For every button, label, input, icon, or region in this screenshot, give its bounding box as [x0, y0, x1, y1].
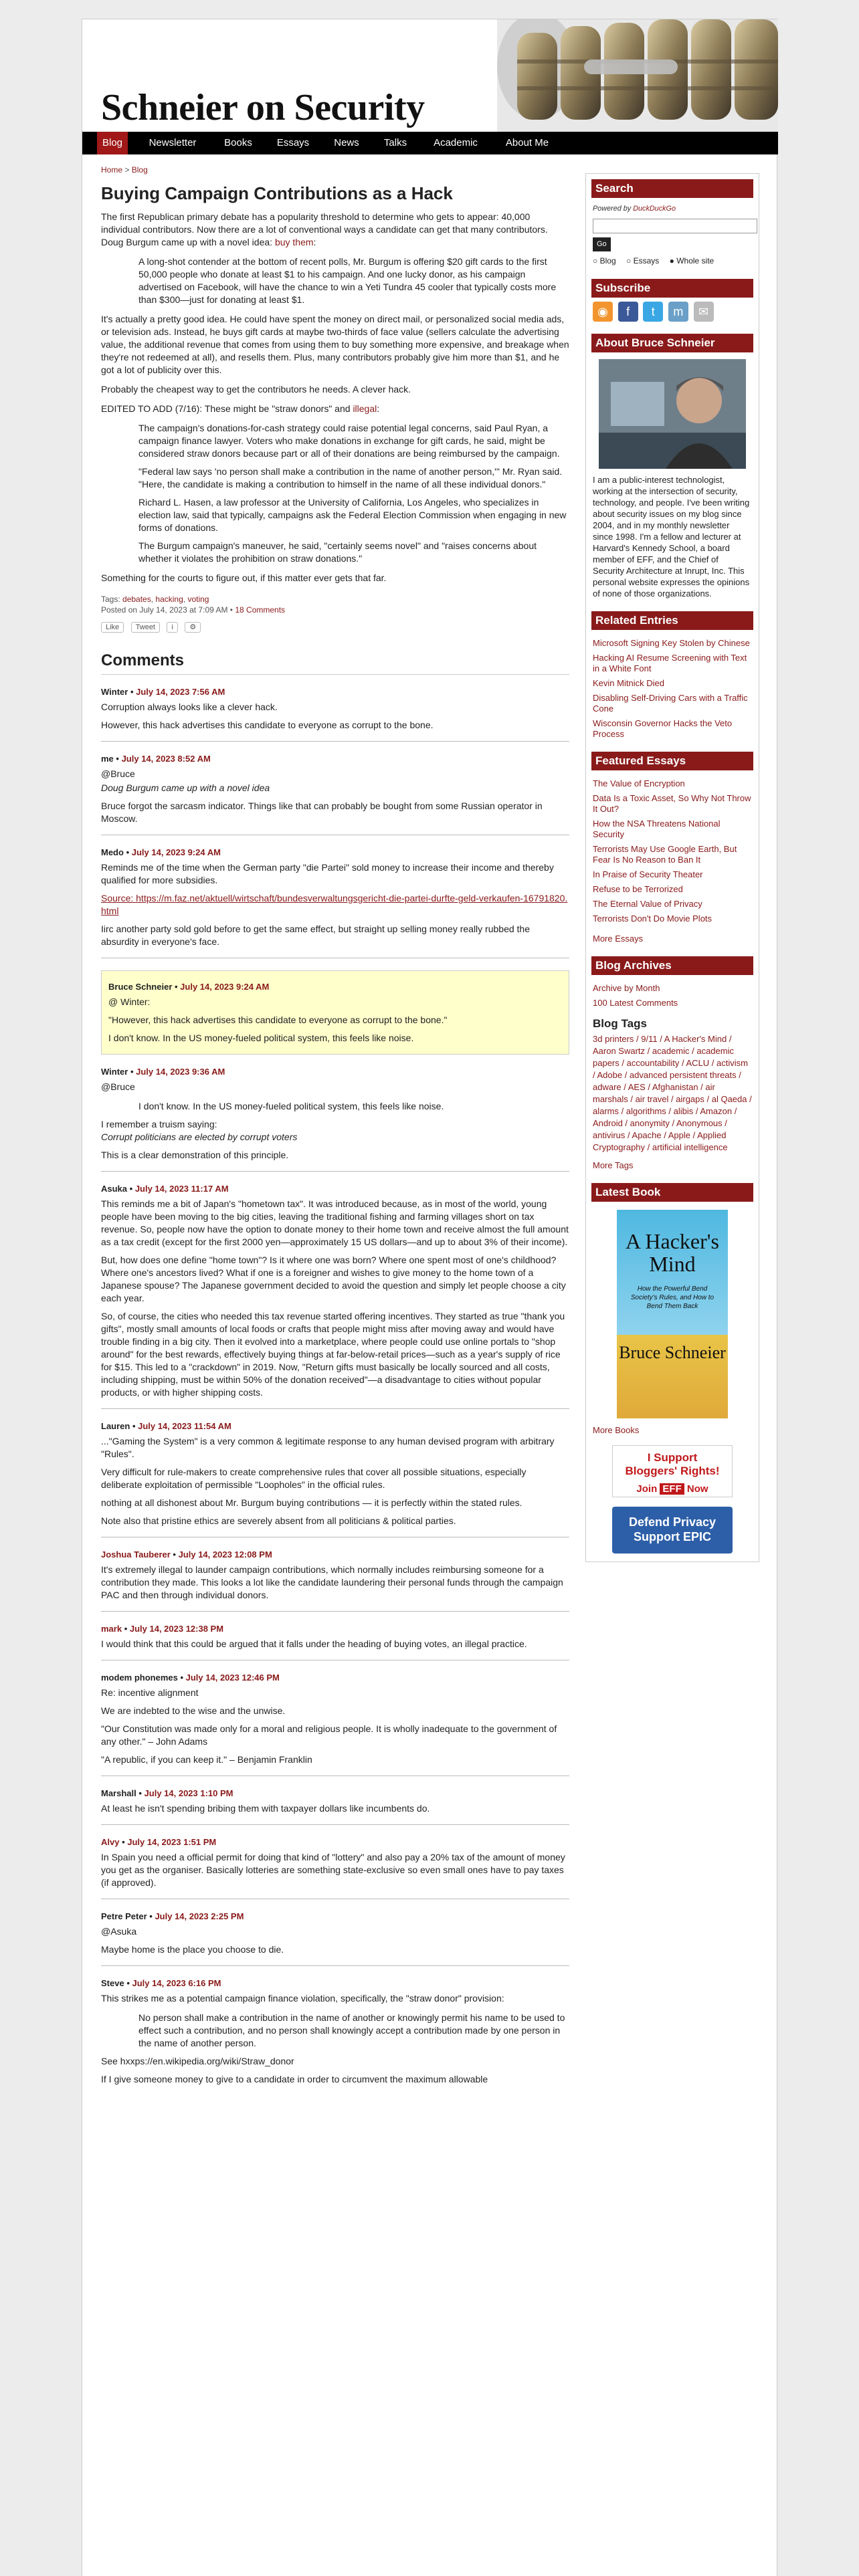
header-art-icon: [497, 19, 778, 132]
comment: Marshall • July 14, 2023 1:10 PM At least he isn't spending bribing them with taxpayer dollars like incumbents do.: [101, 1776, 569, 1825]
featured-link[interactable]: How the NSA Threatens National Security: [593, 819, 721, 839]
radio-essays[interactable]: ○ Essays: [626, 256, 660, 265]
comment: Alvy • July 14, 2023 1:51 PM In Spain you need a official permit for doing that kind of "lottery" and also pay a 20% tax of the amount of money you get as the organiser. Basically lotteries are something state-exclusive so even small ones have to pay taxes (if approved).: [101, 1825, 569, 1899]
post-quote: The campaign's donations-for-cash strategy could raise potential legal concerns, said Paul Ryan, a campaign finance lawyer. Voters who make donations in exchange for gift cards, he said, might be considered straw donors because part or all of their donations are being reimbursed by the campaign. "Federal law says 'no person shall make a contribution in the name of another person,'" Mr. Ryan said. "Here, the candidate is making a contribution to himself in the name of all these individual donors." Richard L. Hasen, a law professor at the University of California, Los Angeles, who specializes in election law, said that typically, campaigns ask the Federal Election Commission when engaging in new forms of donations. The Burgum campaign's maneuver, he said, "certainly seems novel" and "raises concerns about whether it violates the prohibition on straw donations.": [138, 423, 567, 564]
comment: me • July 14, 2023 8:52 AM @Bruce Doug Burgum came up with a novel idea Bruce forgot the sarcasm indicator. Things like that can probably be bought from some Russian operator in Moscow.: [101, 742, 569, 835]
comment-author-link[interactable]: mark: [101, 1624, 122, 1634]
comment-permalink[interactable]: July 14, 2023 6:16 PM: [132, 1978, 221, 1988]
archives-heading: Blog Archives: [591, 956, 753, 975]
comment: modem phonemes • July 14, 2023 12:46 PM Re: incentive alignment We are indebted to the wise and the unwise. "Our Constitution was made only for a moral and religious people. It is wholly inadequate to the government of any other." – John Adams "A republic, if you can keep it." – Benjamin Franklin: [101, 1660, 569, 1776]
email-icon[interactable]: ✉: [694, 302, 714, 322]
featured-heading: Featured Essays: [591, 752, 753, 770]
nav-academic[interactable]: Academic: [434, 137, 478, 148]
featured-link[interactable]: The Value of Encryption: [593, 778, 685, 788]
tag-link[interactable]: hacking: [155, 595, 183, 604]
search-input[interactable]: [593, 219, 757, 233]
comment-permalink[interactable]: July 14, 2023 9:24 AM: [131, 847, 221, 857]
featured-list: [591, 770, 753, 944]
like-button[interactable]: Like: [101, 622, 124, 633]
post-date: Posted on July 14, 2023 at 7:09 AM: [101, 605, 228, 615]
comment-author: Winter: [101, 1067, 128, 1077]
comment-permalink[interactable]: July 14, 2023 8:52 AM: [121, 754, 211, 764]
site-title[interactable]: Schneier on Security: [101, 87, 425, 128]
gear-icon[interactable]: ⚙: [185, 622, 201, 633]
radio-blog[interactable]: ○ Blog: [593, 256, 616, 265]
archives-box: [591, 975, 753, 1171]
comment-author-link[interactable]: Joshua Tauberer: [101, 1549, 171, 1560]
eff-banner[interactable]: I Support Bloggers' Rights! Join EFF Now: [612, 1445, 733, 1497]
comment-permalink[interactable]: July 14, 2023 7:56 AM: [136, 687, 225, 697]
illegal-link[interactable]: illegal: [353, 403, 377, 414]
mastodon-icon[interactable]: m: [668, 302, 688, 322]
comment: Winter • July 14, 2023 7:56 AM Corruption always looks like a clever hack. However, this hack advertises this candidate to everyone as corrupt to the bone.: [101, 675, 569, 742]
main-nav: [82, 132, 778, 154]
author-photo-icon: [599, 359, 746, 469]
comment-author: Winter: [101, 687, 128, 697]
comment-author-link[interactable]: Alvy: [101, 1837, 120, 1847]
comment-author: modem phonemes: [101, 1673, 178, 1683]
comment-permalink[interactable]: July 14, 2023 2:25 PM: [155, 1911, 244, 1921]
comment-author: Lauren: [101, 1421, 130, 1431]
comment-author: Steve: [101, 1978, 124, 1988]
comments-heading: Comments: [101, 651, 569, 675]
archive-link[interactable]: Archive by Month: [593, 983, 660, 993]
source-link[interactable]: Source: https://m.faz.net/aktuell/wirtschaft/bundesverwaltungsgericht-die-partei-durfte-geld-verkaufen-16791820.html: [101, 893, 568, 916]
nav-blog[interactable]: Blog: [97, 132, 128, 154]
nav-news[interactable]: News: [334, 137, 359, 148]
blog-tags-heading: Blog Tags: [593, 1017, 647, 1030]
main-content: [101, 165, 569, 2095]
nav-about-me[interactable]: About Me: [505, 137, 549, 148]
comment: Asuka • July 14, 2023 11:17 AM This reminds me a bit of Japan's "hometown tax". It was introduced because, as in most of the world, young people have been moving to the big cities, leaving the traditional fishing and farming villages short on tax revenue. So, people now have the option to donate money to their home town and receive almost the full amount as a tax credit (except for the first 2000 yen—approximately 15 US dollars—and up to about 3% of their income). But, how does one define "home town"? Is it where one was born? Where one spent most of one's childhood? Where one's ancestors lived? What if one is a foreigner and wishes to give money to the home town of a Japanese spouse? The Japanese government decided to avoid the question and simply let people choose a city each year. So, of course, the cities who needed this tax revenue started offering incentives. They started as true "thank you gifts", mostly small amounts of local foods or crafts that people might miss after moving away and would have trouble finding in a big city. Then it evolved into a marketplace, where people could use online portals to "shop around" for the best rewards, effectively buying things at far-below-retail prices—such as a year's supply of rice for $15. This led to a "crackdown" in 2019. Now, "Return gifts must basically be locally sourced and all costs, including shipping, must be within 50% of the donation received"—a disadvantage to cities without popular products, or with higher shipping costs.: [101, 1172, 569, 1409]
comment: Steve • July 14, 2023 6:16 PM This strikes me as a potential campaign finance violation, specifically, the "straw donor" provision: No person shall make a contribution in the name of another or knowingly permit his name to be used to effect such a contribution, and no person shall knowingly accept a contribution made by one person in the name of another person. See hxxps://en.wikipedia.org/wiki/Straw_donor If I give someone money to give to a candidate in order to circumvent the maximum allowable: [101, 1978, 565, 2084]
post-tags: Tags: debates, hacking, voting: [101, 595, 209, 604]
latest-book-box: [591, 1202, 753, 1436]
breadcrumb-blog[interactable]: Blog: [131, 165, 148, 175]
buy-them-link[interactable]: buy them: [274, 237, 314, 247]
comment-author: Asuka: [101, 1184, 128, 1194]
comment-permalink[interactable]: July 14, 2023 9:24 AM: [180, 982, 270, 992]
post-body: [101, 211, 569, 584]
post-quote: A long-shot contender at the bottom of recent polls, Mr. Burgum is offering $20 gift cards to the first 50,000 people who donate at least $1 to his campaign. And one lucky donor, as his campaign advertised on Facebook, will have the chance to win a Yeti Tundra 45 cooler that typically costs more than $300—just for donating at least $1.: [138, 256, 557, 305]
duckduckgo-link[interactable]: DuckDuckGo: [633, 205, 676, 213]
archive-link[interactable]: 100 Latest Comments: [593, 998, 678, 1008]
featured-link[interactable]: Terrorists Don't Do Movie Plots: [593, 914, 712, 924]
related-link[interactable]: Disabling Self-Driving Cars with a Traffic Cone: [593, 693, 748, 714]
subscribe-icons: [591, 298, 753, 322]
comment-author: Marshall: [101, 1788, 136, 1798]
radio-whole-site[interactable]: ● Whole site: [669, 256, 714, 265]
more-books-link[interactable]: More Books: [593, 1425, 640, 1435]
comments-list: [101, 675, 569, 2095]
featured-link[interactable]: Refuse to be Terrorized: [593, 884, 683, 894]
comment-permalink[interactable]: July 14, 2023 11:54 AM: [138, 1421, 231, 1431]
post-paragraph: Probably the cheapest way to get the contributors he needs. A clever hack.: [101, 384, 411, 395]
tag-link[interactable]: voting: [187, 595, 209, 604]
breadcrumb-sep: >: [124, 165, 130, 175]
latest-book-heading: Latest Book: [591, 1183, 753, 1202]
related-link[interactable]: Hacking AI Resume Screening with Text in a White Font: [593, 653, 747, 673]
comment-author: Bruce Schneier: [108, 982, 173, 992]
more-essays-link[interactable]: More Essays: [593, 934, 644, 944]
post-title[interactable]: Buying Campaign Contributions as a Hack: [101, 183, 453, 203]
page: [82, 19, 777, 2576]
tag-cloud[interactable]: 3d printers / 9/11 / A Hacker's Mind / Aaron Swartz / academic / academic papers / accountability / ACLU / activism / Adobe / advanced persistent threats / adware / AES / Afghanistan / air marshals / air travel / airgaps / al Qaeda / alarms / algorithms / alibis / Amazon / Android / anonymity / Anonymous / antivirus / Apache / Apple / Applied Cryptography / artificial intelligence: [593, 1034, 752, 1152]
info-icon[interactable]: i: [167, 622, 177, 633]
nav-essays[interactable]: Essays: [276, 137, 310, 148]
post-paragraph: Something for the courts to figure out, if this matter ever gets that far.: [101, 572, 387, 583]
tag-link[interactable]: debates: [122, 595, 151, 604]
post-meta: Tags: debates, hacking, voting Posted on July 14, 2023 at 7:09 AM • 18 Comments: [101, 594, 569, 615]
share-bar: [101, 622, 569, 635]
about-heading: About Bruce Schneier: [591, 334, 753, 352]
comment-permalink[interactable]: July 14, 2023 9:36 AM: [136, 1067, 225, 1077]
comment: Medo • July 14, 2023 9:24 AM Reminds me of the time when the German party "die Partei" sold money to increase their income and thereby qualified for more subsidies. Source: https://m.faz.net/aktuell/wirtschaft/bundesverwaltungsgericht-die-partei-durfte-geld-verkaufen-16791820.html Iirc another party sold gold before to get the same effect, but straight up selling money really rubbed the absurdity in everyone's face.: [101, 835, 569, 958]
search-go-button[interactable]: Go: [593, 237, 611, 251]
comment: Winter • July 14, 2023 9:36 AM @Bruce I don't know. In the US money-fueled political system, this feels like noise. I remember a truism saying: Corrupt politicians are elected by corrupt voters This is a clear demonstration of this principle.: [101, 1055, 569, 1172]
comment: Lauren • July 14, 2023 11:54 AM ..."Gaming the System" is a very common & legitimate response to any human devised program with arbitrary "Rules". Very difficult for rule-makers to create comprehensive rules that cover all possible situations, especially deliberate exploitation of permissible "Loopholes" in the official rules. nothing at all dishonest about Mr. Burgum buying contributions — it is perfectly within the stated rules. Note also that pristine ethics are severely absent from all politicians & political parties.: [101, 1409, 569, 1537]
nav-newsletter[interactable]: Newsletter: [149, 137, 197, 148]
search-heading: Search: [591, 179, 753, 198]
featured-link[interactable]: In Praise of Security Theater: [593, 869, 703, 879]
comment-author-highlight: Bruce Schneier • July 14, 2023 9:24 AM @ Winter: "However, this hack advertises this candidate to everyone as corrupt to the bone." I don't know. In the US money-fueled political system, this feels like noise.: [101, 970, 569, 1055]
comment-permalink[interactable]: July 14, 2023 1:10 PM: [144, 1788, 233, 1798]
post-paragraph: It's actually a pretty good idea. He could have spent the money on direct mail, or personalized social media ads, or television ads. Instead, he buys gift cards at maybe two-thirds of face value (sellers calculate the advertising value, the additional revenue that comes from using them to buy something more expensive, and breakage when they're not redeemed at all), and resells them. Plus, many contributors probably give him more than $1, and he got a lot of publicity over this.: [101, 314, 569, 375]
comment-author: Medo: [101, 847, 124, 857]
comment-author: me: [101, 754, 114, 764]
breadcrumb-home[interactable]: Home: [101, 165, 123, 175]
comment-permalink[interactable]: July 14, 2023 12:08 PM: [178, 1549, 272, 1560]
rss-icon[interactable]: ◉: [593, 302, 613, 322]
post-paragraph: The first Republican primary debate has a popularity threshold to determine who gets to appear: 40,000 individual contributors. Now there are a lot of conventional ways a candidate can get that many contributors. Doug Burgum came up with a novel idea: buy them:: [101, 211, 548, 247]
tweet-button[interactable]: Tweet: [131, 622, 160, 633]
related-list: [591, 630, 753, 740]
subscribe-heading: Subscribe: [591, 279, 753, 298]
comment-permalink[interactable]: July 14, 2023 12:38 PM: [129, 1624, 224, 1634]
related-link[interactable]: Wisconsin Governor Hacks the Veto Process: [593, 718, 733, 739]
about-box: I am a public-interest technologist, working at the intersection of security, technology, and people. I've been writing about security issues on my blog since 2004, and in my monthly newsletter since 1998. I'm a fellow and lecturer at Harvard's Kennedy School, a board member of EFF, and the Chief of Security Architecture at Inrupt, Inc. This personal website expresses the opinions of none of those organizations.: [591, 352, 753, 599]
sidebar: [585, 173, 759, 1562]
facebook-icon[interactable]: f: [618, 302, 638, 322]
featured-link[interactable]: Terrorists May Use Google Earth, But Fear Is No Reason to Ban It: [593, 844, 737, 865]
nav-books[interactable]: Books: [224, 137, 252, 148]
epic-banner[interactable]: Defend Privacy Support EPIC: [612, 1507, 733, 1553]
book-cover[interactable]: A Hacker's Mind How the Powerful Bend Society's Rules, and How to Bend Them Back Bruce Schneier: [617, 1210, 728, 1418]
post-paragraph: EDITED TO ADD (7/16): These might be "straw donors" and illegal:: [101, 403, 380, 414]
featured-link[interactable]: The Eternal Value of Privacy: [593, 899, 702, 909]
search-scope: [593, 255, 752, 267]
twitter-icon[interactable]: t: [643, 302, 663, 322]
comment: Petre Peter • July 14, 2023 2:25 PM @Asuka Maybe home is the place you choose to die.: [101, 1899, 569, 1966]
nav-talks[interactable]: Talks: [383, 137, 407, 148]
breadcrumb: [101, 165, 569, 175]
comments-count-link[interactable]: 18 Comments: [235, 605, 286, 615]
site-header: [82, 19, 778, 132]
comment-author: Petre Peter: [101, 1911, 147, 1921]
related-link[interactable]: Microsoft Signing Key Stolen by Chinese: [593, 638, 750, 648]
comment: mark • July 14, 2023 12:38 PM I would think that this could be argued that it falls under the heading of buying votes, an illegal practice.: [101, 1612, 569, 1660]
search-box: Powered by DuckDuckGo Go ○ Blog ○ Essays ● Whole site: [591, 198, 753, 267]
more-tags-link[interactable]: More Tags: [593, 1160, 634, 1170]
comment-permalink[interactable]: July 14, 2023 11:17 AM: [134, 1184, 229, 1194]
comment: Joshua Tauberer • July 14, 2023 12:08 PM It's extremely illegal to launder campaign contributions, which normally includes reimbursing someone for a contribution they made. This looks a lot like the candidate laundering their personal funds through the campaign PAC and then through individual donors.: [101, 1537, 569, 1612]
comment-permalink[interactable]: July 14, 2023 1:51 PM: [127, 1837, 217, 1847]
comment-permalink[interactable]: July 14, 2023 12:46 PM: [185, 1673, 280, 1683]
related-heading: Related Entries: [591, 611, 753, 630]
related-link[interactable]: Kevin Mitnick Died: [593, 678, 664, 688]
featured-link[interactable]: Data Is a Toxic Asset, So Why Not Throw It Out?: [593, 793, 751, 814]
